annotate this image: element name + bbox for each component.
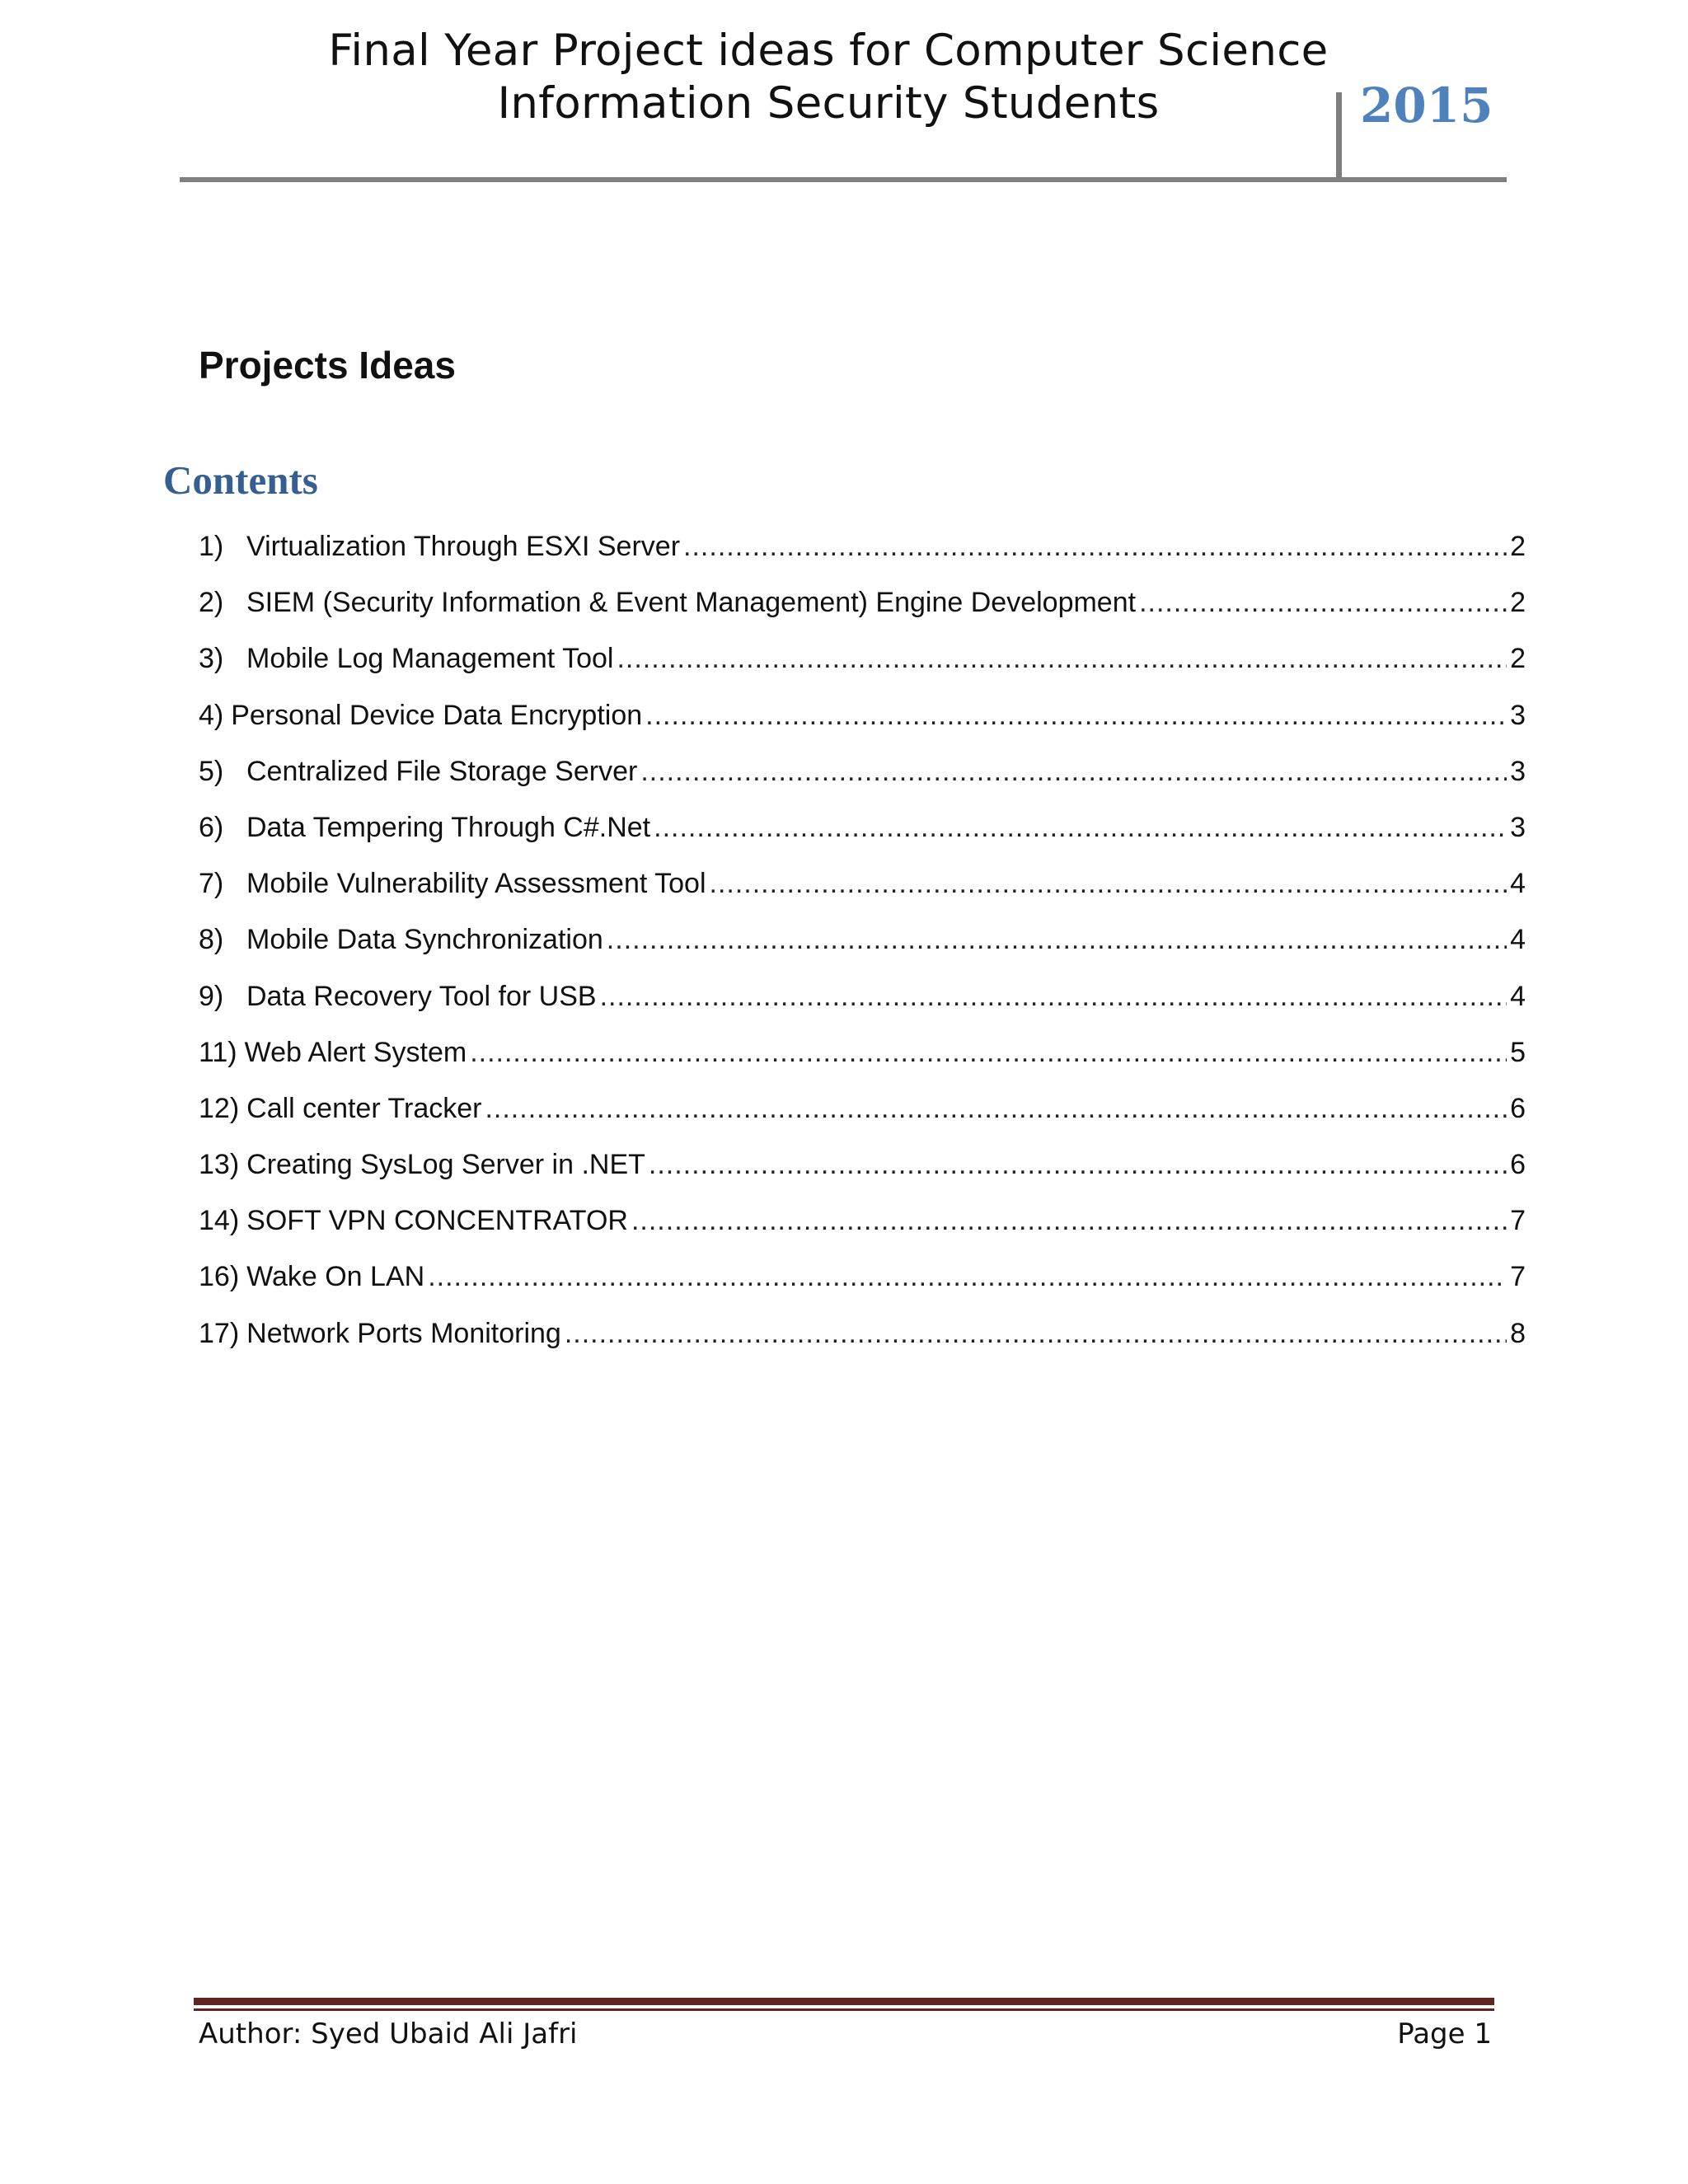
toc-entry-page: 3 [1510, 755, 1526, 787]
toc-entry[interactable] [199, 921, 1526, 977]
header-year: 2015 [1360, 77, 1493, 134]
toc-dot-leader [470, 1033, 1507, 1071]
toc-entry-page: 7 [1510, 1261, 1526, 1293]
header-title-line-1: Final Year Project ideas for Computer Science [328, 26, 1329, 76]
footer-page-number: Page 1 [1397, 2018, 1492, 2050]
toc-entry-title: Call center Tracker [246, 1092, 482, 1124]
toc-dot-leader [565, 1315, 1507, 1352]
toc-entry-title: Personal Device Data Encryption [231, 699, 643, 731]
table-of-contents [199, 527, 1526, 1371]
toc-entry-page: 7 [1510, 1205, 1526, 1237]
toc-entry-page: 2 [1510, 643, 1526, 675]
toc-dot-leader [600, 977, 1507, 1015]
toc-entry-title: Mobile Log Management Tool [246, 643, 614, 675]
toc-entry-page: 4 [1510, 980, 1526, 1012]
toc-entry-number: 16) [199, 1261, 240, 1293]
toc-entry-number: 5) [199, 755, 224, 787]
page-header-title [181, 25, 1475, 130]
toc-dot-leader [654, 808, 1507, 846]
toc-dot-leader [428, 1258, 1507, 1296]
toc-entry-number: 17) [199, 1317, 240, 1349]
toc-entry[interactable] [199, 1146, 1526, 1202]
toc-entry-number: 3) [199, 643, 224, 675]
toc-entry[interactable] [199, 1202, 1526, 1258]
toc-entry-page: 3 [1510, 811, 1526, 843]
toc-entry[interactable] [199, 752, 1526, 808]
toc-entry-page: 8 [1510, 1317, 1526, 1349]
toc-entry-title: Virtualization Through ESXI Server [246, 531, 681, 562]
toc-entry-page: 2 [1510, 587, 1526, 619]
footer-rule-thin [194, 2008, 1494, 2011]
toc-dot-leader [649, 1146, 1507, 1183]
header-title-line-2: Information Security Students [497, 78, 1160, 129]
toc-dot-leader [1139, 583, 1507, 621]
toc-entry-title: Data Recovery Tool for USB [246, 980, 597, 1012]
toc-entry[interactable] [199, 977, 1526, 1033]
toc-dot-leader [631, 1202, 1507, 1240]
header-rule [180, 177, 1507, 182]
contents-title: Contents [163, 457, 318, 503]
footer-rule [194, 1998, 1494, 2005]
toc-entry-page: 4 [1510, 868, 1526, 900]
toc-entry[interactable] [199, 527, 1526, 583]
toc-entry-page: 2 [1510, 531, 1526, 562]
toc-entry-number: 1) [199, 531, 224, 562]
toc-entry-title: Mobile Data Synchronization [246, 924, 603, 956]
toc-entry[interactable] [199, 808, 1526, 865]
toc-entry-number: 13) [199, 1149, 240, 1181]
toc-entry[interactable] [199, 1033, 1526, 1090]
toc-entry-page: 3 [1510, 699, 1526, 731]
toc-entry[interactable] [199, 583, 1526, 640]
toc-entry[interactable] [199, 1090, 1526, 1146]
toc-entry-page: 4 [1510, 924, 1526, 956]
footer-author: Author: Syed Ubaid Ali Jafri [199, 2018, 578, 2050]
toc-entry[interactable] [199, 696, 1526, 752]
toc-entry-title: Creating SysLog Server in .NET [246, 1149, 645, 1181]
toc-dot-leader [640, 752, 1507, 790]
toc-entry-number: 8) [199, 924, 224, 956]
toc-dot-leader [617, 640, 1507, 677]
toc-entry-number: 9) [199, 980, 224, 1012]
toc-entry-title: Web Alert System [244, 1036, 467, 1068]
toc-entry-number: 11) [199, 1036, 237, 1068]
toc-entry-number: 2) [199, 587, 224, 619]
toc-entry-title: Wake On LAN [246, 1261, 425, 1293]
toc-entry[interactable] [199, 640, 1526, 696]
toc-dot-leader [645, 696, 1507, 734]
toc-entry-title: Centralized File Storage Server [246, 755, 638, 787]
toc-entry-number: 12) [199, 1092, 240, 1124]
toc-entry-number: 4) [199, 699, 224, 731]
toc-entry-number: 6) [199, 811, 224, 843]
toc-dot-leader [683, 527, 1507, 565]
toc-entry-page: 6 [1510, 1149, 1526, 1181]
header-year-divider [1336, 92, 1342, 178]
toc-entry-title: Network Ports Monitoring [246, 1317, 561, 1349]
toc-entry-title: Data Tempering Through C#.Net [246, 811, 651, 843]
toc-entry[interactable] [199, 1315, 1526, 1371]
toc-entry-title: Mobile Vulnerability Assessment Tool [246, 868, 706, 900]
toc-entry-number: 14) [199, 1205, 240, 1237]
toc-entry-page: 5 [1510, 1036, 1526, 1068]
toc-dot-leader [710, 865, 1507, 902]
toc-entry-title: SIEM (Security Information & Event Management) Engine Development [246, 587, 1137, 619]
toc-dot-leader [607, 921, 1507, 958]
toc-dot-leader [485, 1090, 1507, 1127]
section-heading: Projects Ideas [199, 344, 456, 387]
toc-entry-title: SOFT VPN CONCENTRATOR [246, 1205, 628, 1237]
toc-entry-number: 7) [199, 868, 224, 900]
toc-entry-page: 6 [1510, 1092, 1526, 1124]
toc-entry[interactable] [199, 1258, 1526, 1314]
toc-entry[interactable] [199, 865, 1526, 921]
